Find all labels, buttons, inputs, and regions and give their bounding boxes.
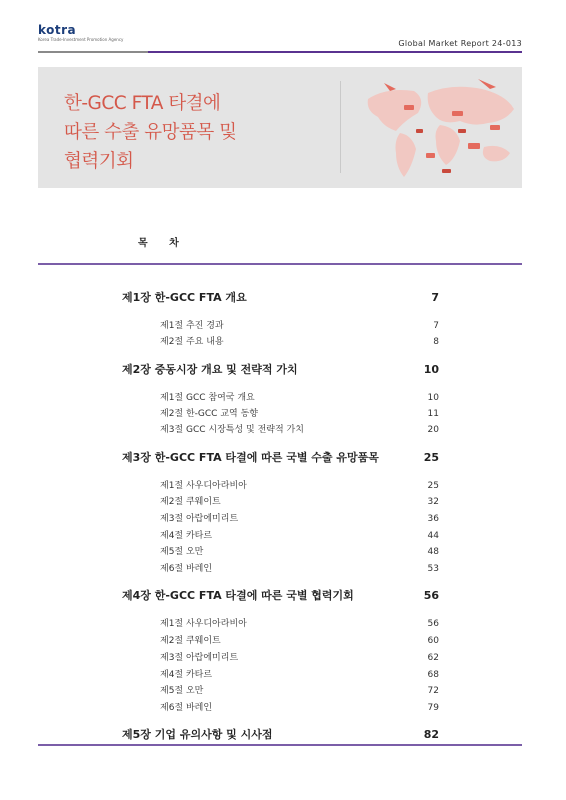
- section-title: 제6절 바레인: [160, 703, 213, 713]
- section-page: 68: [427, 670, 439, 680]
- section-page: 25: [427, 481, 439, 491]
- toc-chapter[interactable]: [122, 289, 439, 305]
- toc-section[interactable]: [160, 561, 439, 574]
- logo-subtext: Korea Trade-Investment Promotion Agency: [38, 37, 124, 42]
- section-title: 제5절 오만: [160, 547, 204, 557]
- section-page: 48: [427, 547, 439, 557]
- section-title: 제1절 사우디아라비아: [160, 619, 247, 629]
- chapter-page: 56: [423, 589, 439, 602]
- toc-section[interactable]: [160, 406, 439, 419]
- section-page: 7: [433, 321, 439, 331]
- toc-section[interactable]: [160, 700, 439, 713]
- section-page: 53: [427, 564, 439, 574]
- chapter-title: 제3장 한-GCC FTA 타결에 따른 국별 수출 유망품목: [122, 451, 379, 464]
- chapter-title: 제1장 한-GCC FTA 개요: [122, 291, 247, 304]
- toc-heading: 목 차: [138, 238, 188, 249]
- chapter-page: 7: [431, 291, 439, 304]
- section-page: 56: [427, 619, 439, 629]
- toc-section[interactable]: [160, 511, 439, 524]
- chapter-title: 제5장 기업 유의사항 및 시사점: [122, 728, 273, 741]
- report-number: Global Market Report 24-013: [398, 39, 522, 48]
- banner-divider: [340, 81, 341, 173]
- chapter-page: 25: [423, 451, 439, 464]
- report-title-line-2: 따른 수출 유망품목 및: [64, 122, 237, 143]
- toc-section[interactable]: [160, 334, 439, 347]
- section-title: 제3절 GCC 시장특성 및 전략적 가치: [160, 425, 304, 435]
- toc-section[interactable]: [160, 667, 439, 680]
- toc-section[interactable]: [160, 390, 439, 403]
- chapter-title: 제4장 한-GCC FTA 타결에 따른 국별 협력기회: [122, 589, 354, 602]
- toc-section[interactable]: [160, 318, 439, 331]
- toc-chapter[interactable]: [122, 587, 439, 603]
- section-page: 10: [427, 393, 439, 403]
- section-title: 제2절 주요 내용: [160, 337, 224, 347]
- section-page: 8: [433, 337, 439, 347]
- chapter-title: 제2장 중동시장 개요 및 전략적 가치: [122, 363, 298, 376]
- toc-section[interactable]: [160, 494, 439, 507]
- section-page: 72: [427, 686, 439, 696]
- section-page: 36: [427, 514, 439, 524]
- toc-section[interactable]: [160, 683, 439, 696]
- section-title: 제6절 바레인: [160, 564, 213, 574]
- section-page: 44: [427, 531, 439, 541]
- header-rule-gray: [38, 51, 148, 53]
- header-rule-purple: [148, 51, 522, 53]
- bottom-rule: [38, 744, 522, 746]
- chapter-page: 10: [423, 363, 439, 376]
- section-page: 62: [427, 653, 439, 663]
- report-title: [64, 89, 236, 176]
- section-page: 60: [427, 636, 439, 646]
- chapter-page: 82: [423, 728, 439, 741]
- toc-section[interactable]: [160, 616, 439, 629]
- toc-section[interactable]: [160, 478, 439, 491]
- section-title: 제3절 아랍에미리트: [160, 514, 239, 524]
- section-page: 79: [427, 703, 439, 713]
- section-title: 제1절 GCC 참여국 개요: [160, 393, 255, 403]
- section-page: 32: [427, 497, 439, 507]
- section-title: 제4절 카타르: [160, 531, 213, 541]
- world-map-image: [356, 69, 522, 187]
- section-title: 제1절 사우디아라비아: [160, 481, 247, 491]
- section-page: 20: [427, 425, 439, 435]
- toc-section[interactable]: [160, 650, 439, 663]
- logo-wordmark: kotra: [38, 23, 77, 37]
- toc-chapter[interactable]: [122, 449, 439, 465]
- toc-chapter[interactable]: [122, 361, 439, 377]
- toc-section[interactable]: [160, 633, 439, 646]
- toc-section[interactable]: [160, 544, 439, 557]
- report-title-line-3: 협력기회: [64, 151, 134, 172]
- toc-chapter[interactable]: [122, 726, 439, 742]
- toc-rule: [38, 263, 522, 265]
- toc-section[interactable]: [160, 528, 439, 541]
- section-title: 제2절 한-GCC 교역 동향: [160, 409, 258, 419]
- kotra-logo: [38, 24, 123, 42]
- section-title: 제2절 쿠웨이트: [160, 497, 221, 507]
- section-page: 11: [427, 409, 439, 419]
- report-title-line-1: 한-GCC FTA 타결에: [64, 93, 221, 114]
- section-title: 제2절 쿠웨이트: [160, 636, 221, 646]
- section-title: 제3절 아랍에미리트: [160, 653, 239, 663]
- section-title: 제1절 추진 경과: [160, 321, 224, 331]
- section-title: 제4절 카타르: [160, 670, 213, 680]
- title-banner: [38, 67, 522, 188]
- toc-section[interactable]: [160, 422, 439, 435]
- section-title: 제5절 오만: [160, 686, 204, 696]
